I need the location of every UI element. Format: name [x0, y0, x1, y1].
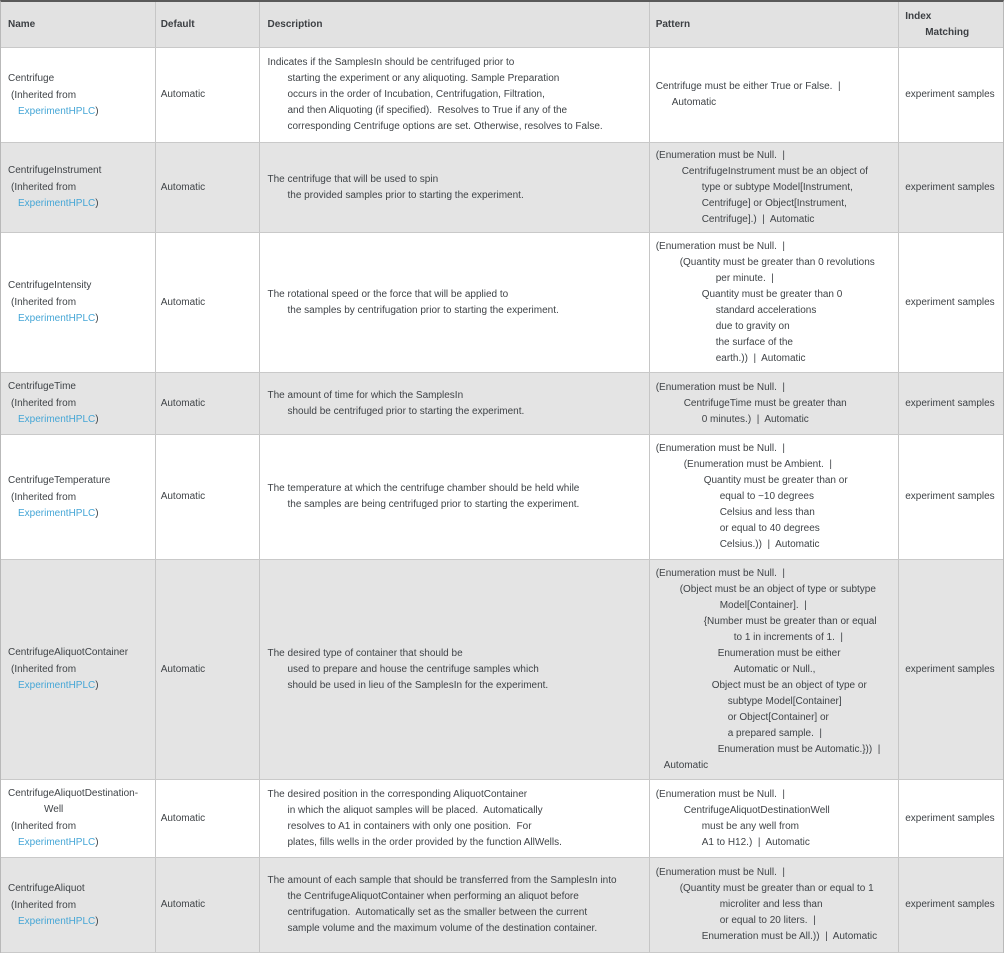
table-row	[1, 435, 1003, 560]
pattern-cell	[650, 858, 900, 952]
inherited-from-text: (Inherited from	[11, 899, 77, 911]
pattern-line: microliter and less than	[719, 899, 823, 910]
pattern-line: or equal to 40 degrees	[719, 523, 820, 534]
pattern-line: Celsius.)) | Automatic	[719, 539, 820, 550]
header-label-index: Index	[905, 10, 932, 22]
description-line: The desired position in the corresponding AliquotContainer	[267, 788, 528, 800]
pattern-cell	[650, 233, 900, 372]
pattern-line: earth.)) | Automatic	[715, 352, 806, 364]
experiment-hplc-link[interactable]: ExperimentHPLC	[18, 680, 96, 691]
default-value: Automatic	[160, 89, 206, 100]
inherited-link-line	[8, 196, 155, 212]
default-cell	[156, 780, 260, 857]
name-cell	[1, 233, 156, 372]
pattern-line: (Enumeration must be Null. |	[655, 381, 786, 393]
index-matching-value: experiment samples	[905, 181, 995, 193]
table-row	[1, 143, 1003, 233]
pattern-line: type or subtype Model[Instrument,	[701, 181, 853, 193]
pattern-line: CentrifugeTime must be greater than	[683, 397, 847, 409]
inherited-link-line	[8, 678, 155, 694]
pattern-line: the surface of the	[715, 336, 793, 348]
pattern-line: Object must be an object of type or	[711, 679, 867, 691]
description-line: used to prepare and house the centrifuge samples which	[287, 663, 539, 675]
description-line: The centrifuge that will be used to spin	[267, 173, 439, 185]
table-row	[1, 858, 1003, 953]
default-cell	[156, 435, 260, 559]
default-value: Automatic	[160, 397, 206, 409]
pattern-line: or equal to 20 liters. |	[719, 915, 816, 926]
pattern-line: (Quantity must be greater than or equal to 1	[679, 883, 874, 894]
pattern-line: Quantity must be greater than 0	[701, 288, 843, 300]
pattern-line: equal to −10 degrees	[719, 491, 814, 502]
description-line: starting the experiment or any aliquoting. Sample Preparation	[287, 73, 560, 84]
name-cell	[1, 858, 156, 952]
description-cell	[260, 858, 650, 952]
pattern-line: to 1 in increments of 1. |	[733, 631, 844, 643]
pattern-line: a prepared sample. |	[727, 727, 823, 739]
pattern-line: must be any well from	[701, 820, 799, 832]
option-name: CentrifugeIntensity	[8, 280, 92, 291]
pattern-line: Automatic	[663, 759, 709, 771]
option-name: CentrifugeTemperature	[8, 474, 111, 486]
description-line: The desired type of container that should be	[267, 647, 463, 659]
table-row	[1, 560, 1003, 780]
pattern-line: Quantity must be greater than or	[703, 475, 848, 486]
table-row	[1, 373, 1003, 435]
description-line: corresponding Centrifuge options are set. Otherwise, resolves to False.	[287, 121, 603, 132]
default-cell	[156, 373, 260, 434]
default-value: Automatic	[160, 663, 206, 675]
inherited-from-text: (Inherited from	[11, 89, 77, 101]
pattern-line: Automatic	[671, 97, 717, 108]
description-cell	[260, 560, 650, 779]
header-cell-index-matching	[899, 2, 1003, 47]
pattern-line: (Enumeration must be Null. |	[655, 867, 786, 878]
link-close-paren: )	[95, 198, 99, 209]
index-matching-value: experiment samples	[905, 491, 995, 502]
description-line: the samples are being centrifuged prior to starting the experiment.	[287, 499, 580, 510]
pattern-line: Model[Container]. |	[719, 599, 807, 611]
index-matching-cell	[899, 373, 1003, 434]
default-cell	[156, 233, 260, 372]
pattern-cell	[650, 780, 900, 857]
link-close-paren: )	[95, 507, 99, 519]
index-matching-cell	[899, 560, 1003, 779]
pattern-line: Centrifuge must be either True or False. |	[655, 81, 841, 92]
default-value: Automatic	[160, 491, 206, 502]
option-name: CentrifugeAliquotDestination-	[8, 788, 139, 799]
description-cell	[260, 233, 650, 372]
description-line: sample volume and the maximum volume of the destination container.	[287, 923, 598, 934]
name-cell	[1, 48, 156, 142]
experiment-hplc-link[interactable]: ExperimentHPLC	[18, 915, 96, 927]
pattern-line: Automatic or Null.,	[733, 663, 816, 675]
description-line: The amount of each sample that should be transferred from the SamplesIn into	[267, 875, 617, 886]
description-cell	[260, 373, 650, 434]
link-close-paren: )	[95, 837, 99, 848]
index-matching-cell	[899, 435, 1003, 559]
description-cell	[260, 48, 650, 142]
description-line: in which the aliquot samples will be placed. Automatically	[287, 804, 543, 816]
option-name: Centrifuge	[8, 72, 55, 84]
header-cell-description	[260, 2, 650, 47]
description-line: plates, fills wells in the order provided by the function AllWells.	[287, 836, 562, 848]
pattern-line: Centrifuge].) | Automatic	[701, 213, 815, 225]
name-cell	[1, 560, 156, 779]
pattern-line: 0 minutes.) | Automatic	[701, 413, 809, 425]
index-matching-cell	[899, 780, 1003, 857]
pattern-line: A1 to H12.) | Automatic	[701, 836, 810, 848]
index-matching-value: experiment samples	[905, 663, 995, 675]
pattern-line: subtype Model[Container]	[727, 695, 842, 707]
index-matching-cell	[899, 233, 1003, 372]
inherited-link-line	[8, 506, 155, 522]
link-close-paren: )	[95, 313, 99, 324]
description-line: the CentrifugeAliquotContainer when performing an aliquot before	[287, 891, 579, 902]
description-line: the provided samples prior to starting the experiment.	[287, 189, 524, 201]
pattern-line: (Enumeration must be Null. |	[655, 149, 786, 161]
description-line: occurs in the order of Incubation, Centrifugation, Filtration,	[287, 89, 545, 100]
description-line: centrifugation. Automatically set as the smaller between the current	[287, 907, 588, 918]
inherited-from-text: (Inherited from	[11, 398, 77, 409]
index-matching-cell	[899, 858, 1003, 952]
name-cell	[1, 780, 156, 857]
pattern-line: Enumeration must be All.)) | Automatic	[701, 931, 878, 942]
description-line: resolves to A1 in containers with only one position. For	[287, 820, 532, 832]
description-line: The rotational speed or the force that will be applied to	[267, 288, 509, 300]
inherited-from-text: (Inherited from	[11, 664, 77, 675]
inherited-link-line	[8, 835, 155, 851]
header-label-description: Description	[267, 18, 323, 30]
table-row	[1, 48, 1003, 143]
default-cell	[156, 858, 260, 952]
pattern-line: (Enumeration must be Null. |	[655, 443, 786, 454]
description-line: The amount of time for which the SamplesIn	[267, 389, 464, 401]
pattern-line: CentrifugeAliquotDestinationWell	[683, 804, 830, 816]
experiment-hplc-link[interactable]: ExperimentHPLC	[18, 837, 96, 848]
description-line: Indicates if the SamplesIn should be centrifuged prior to	[267, 57, 515, 68]
table-header-row	[1, 2, 1003, 48]
default-cell	[156, 48, 260, 142]
name-cell	[1, 143, 156, 232]
rows	[1, 48, 1003, 953]
description-line: the samples by centrifugation prior to starting the experiment.	[287, 304, 559, 316]
pattern-line: Enumeration must be either	[717, 647, 841, 659]
link-close-paren: )	[95, 680, 99, 691]
name-cell	[1, 435, 156, 559]
description-line: and then Aliquoting (if specified). Resolves to True if any of the	[287, 105, 568, 116]
pattern-line: or Object[Container] or	[727, 711, 829, 723]
inherited-from-text: (Inherited from	[11, 491, 77, 503]
link-close-paren: )	[95, 414, 99, 425]
pattern-line: (Object must be an object of type or subtype	[679, 583, 876, 595]
description-cell	[260, 143, 650, 232]
description-line: should be used in lieu of the SamplesIn for the experiment.	[287, 679, 549, 691]
index-matching-value: experiment samples	[905, 296, 995, 308]
pattern-line: (Quantity must be greater than 0 revolutions	[679, 256, 875, 268]
description-cell	[260, 780, 650, 857]
header-label-name: Name	[8, 18, 36, 30]
table-row	[1, 780, 1003, 858]
inherited-link-line	[8, 412, 155, 428]
default-cell	[156, 143, 260, 232]
experiment-hplc-link[interactable]: ExperimentHPLC	[18, 507, 96, 519]
description-line: The temperature at which the centrifuge chamber should be held while	[267, 483, 580, 494]
default-value: Automatic	[160, 899, 206, 910]
option-name: CentrifugeTime	[8, 381, 76, 392]
header-label-default: Default	[160, 18, 195, 30]
header-cell-default	[156, 2, 260, 47]
index-matching-cell	[899, 143, 1003, 232]
pattern-cell	[650, 48, 900, 142]
option-name: CentrifugeAliquot	[8, 882, 85, 894]
index-matching-value: experiment samples	[905, 89, 995, 100]
pattern-cell	[650, 435, 900, 559]
pattern-line: due to gravity on	[715, 320, 790, 332]
inherited-from-text: (Inherited from	[11, 182, 77, 193]
pattern-line: Enumeration must be Automatic.})) |	[717, 743, 881, 755]
index-matching-value: experiment samples	[905, 397, 995, 409]
name-cell	[1, 373, 156, 434]
inherited-link-line	[8, 104, 155, 120]
option-name: CentrifugeAliquotContainer	[8, 647, 129, 658]
table-row	[1, 233, 1003, 373]
header-label-matching: Matching	[925, 26, 970, 38]
option-name: Well	[44, 804, 64, 815]
link-close-paren: )	[95, 915, 99, 927]
pattern-line: Celsius and less than	[719, 507, 815, 518]
description-line: should be centrifuged prior to starting the experiment.	[287, 405, 525, 417]
default-cell	[156, 560, 260, 779]
pattern-line: Centrifuge] or Object[Instrument,	[701, 197, 847, 209]
default-value: Automatic	[160, 296, 206, 308]
pattern-line: standard accelerations	[715, 304, 817, 316]
pattern-line: CentrifugeInstrument must be an object of	[681, 165, 868, 177]
header-cell-pattern	[650, 2, 900, 47]
index-matching-cell	[899, 48, 1003, 142]
pattern-cell	[650, 143, 900, 232]
pattern-cell	[650, 373, 900, 434]
pattern-line: {Number must be greater than or equal	[703, 615, 877, 627]
option-name: CentrifugeInstrument	[8, 165, 102, 176]
pattern-line: per minute. |	[715, 272, 774, 284]
pattern-line: (Enumeration must be Null. |	[655, 788, 786, 800]
inherited-link-line	[8, 311, 155, 327]
experiment-hplc-link[interactable]: ExperimentHPLC	[18, 198, 96, 209]
inherited-from-text: (Inherited from	[11, 821, 77, 832]
pattern-cell	[650, 560, 900, 779]
link-close-paren: )	[95, 105, 99, 117]
default-value: Automatic	[160, 181, 206, 193]
experiment-hplc-link[interactable]: ExperimentHPLC	[18, 414, 96, 425]
index-matching-value: experiment samples	[905, 812, 995, 824]
experiment-hplc-link[interactable]: ExperimentHPLC	[18, 105, 96, 117]
header-cell-name	[1, 2, 156, 47]
inherited-link-line	[8, 914, 155, 930]
pattern-line: (Enumeration must be Null. |	[655, 567, 786, 579]
inherited-from-text: (Inherited from	[11, 297, 77, 308]
default-value: Automatic	[160, 812, 206, 824]
experiment-hplc-link[interactable]: ExperimentHPLC	[18, 313, 96, 324]
pattern-line: (Enumeration must be Null. |	[655, 240, 786, 252]
pattern-line: (Enumeration must be Ambient. |	[683, 459, 832, 470]
index-matching-value: experiment samples	[905, 899, 995, 910]
header-label-pattern: Pattern	[655, 18, 691, 30]
description-cell	[260, 435, 650, 559]
